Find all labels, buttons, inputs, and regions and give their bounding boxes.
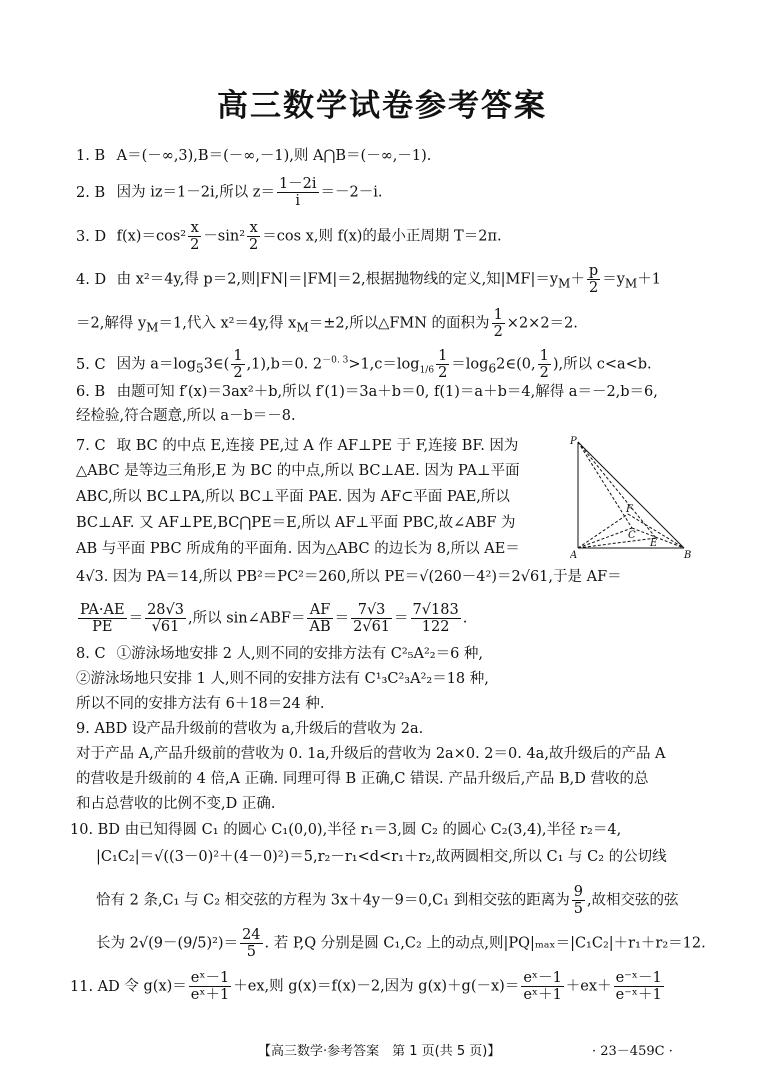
answer-text: 的营收是升级前的 4 倍,A 正确. 同理可得 B 正确,C 错误. 产品升级后,产品 B,D 营收的总 (76, 771, 649, 787)
fraction-num: 1 (233, 348, 243, 364)
fraction-num: AF (307, 602, 332, 619)
answer-text: 恰有 2 条,C₁ 与 C₂ 相交弦的方程为 3x＋4y－9＝0,C₁ 到相交弦的距离为 (96, 892, 570, 909)
answer-text: f(x)＝cos² (116, 228, 187, 245)
answer-text: A＝(－∞,3),B＝(－∞,－1),则 A⋂B＝(－∞,－1). (116, 148, 432, 164)
answer-2 (76, 176, 383, 209)
answer-label: 5. C (76, 356, 106, 373)
answer-text: ②游泳场地只安排 1 人,则不同的安排方法有 C¹₃C²₃A²₂＝18 种, (76, 671, 489, 687)
fraction-den: 5 (573, 901, 583, 917)
fraction-num: PA·AE (80, 602, 125, 618)
fraction (188, 220, 201, 253)
fraction-num: 1 (438, 348, 448, 364)
label-c: C (628, 530, 636, 541)
answer-11 (70, 970, 666, 1003)
fraction-num: e⁻ˣ－1 (615, 970, 662, 986)
answer-text: 3∈( (203, 356, 230, 373)
fraction-num: 7√183 (412, 602, 459, 618)
subscript: 1/6 (419, 365, 435, 376)
answer-10-line-3 (96, 884, 679, 917)
fraction (411, 602, 461, 635)
fraction-den: 2√61 (353, 619, 391, 635)
fraction (538, 348, 551, 381)
superscript: －0. 3 (322, 355, 349, 366)
label-a: A (570, 550, 578, 560)
subscript: M (296, 320, 309, 335)
fraction-den: 2 (438, 365, 448, 381)
answer-label: 7. C (76, 438, 106, 454)
answer-text: |C₁C₂|＝√((3－0)²＋(4－0)²)＝5,r₂－r₁<d<r₁＋r₂,故两圆相交,所以 C₁ 与 C₂ 的公切线 (96, 849, 667, 865)
fraction (231, 348, 244, 381)
answer-8-line-1 (76, 644, 483, 664)
answer-8-line-2 (76, 669, 489, 689)
answer-7-line-7: $\frac{PA\cdot AE}{PE}$ ＝ $\frac{28√3}{√61}$ ,所以 sin∠ABF＝ $\frac{AF}{AB}$ ＝ $\frac{7√3}{2√61}$ ＝ $\frac{7√183}{122}$ . (80, 602, 468, 635)
answer-text: 取 BC 的中点 E,连接 PE,过 A 作 AF⊥PE 于 F,连接 BF. 因为 (116, 438, 519, 454)
answer-text: ＝2,解得 y (76, 315, 147, 332)
answer-4-line-1 (76, 263, 661, 296)
fraction-num: p (588, 263, 599, 279)
answer-5 (76, 348, 652, 381)
fraction-den: 2 (588, 280, 599, 296)
label-f: F (626, 504, 633, 515)
answer-text: ×2×2＝2. (506, 315, 578, 332)
answer-text: 因为 iz＝1－2i,所以 z＝ (116, 184, 275, 201)
answer-text: ＋ (570, 271, 585, 288)
fraction-num: eˣ－1 (190, 970, 230, 986)
answer-text: 经检验,符合题意,所以 a－b＝－8. (76, 408, 296, 424)
fraction-den: PE (92, 619, 113, 635)
fraction-num: x (247, 220, 260, 237)
answer-10-line-2 (96, 847, 667, 867)
fraction (78, 602, 127, 635)
segment-ae (578, 538, 656, 548)
fraction-den: 2 (493, 324, 503, 340)
answer-text: ,故相交弦的弦 (586, 892, 679, 909)
answer-7-line-1 (76, 436, 518, 456)
subscript: M (624, 276, 638, 291)
fraction-num: 7√3 (351, 602, 392, 619)
footer-code: · 23－459C · (592, 1044, 673, 1059)
answer-label: 1. B (76, 148, 106, 164)
fraction (240, 927, 262, 960)
answer-9-line-1 (76, 719, 423, 739)
answer-9-line-4 (76, 794, 275, 814)
answer-text: >1,c＝log (348, 356, 420, 373)
fraction-den: eˣ＋1 (523, 987, 562, 1003)
fraction-num: 28√3 (147, 602, 184, 618)
fraction-den: 122 (421, 619, 450, 635)
fraction-den: e⁻ˣ＋1 (615, 987, 662, 1003)
fraction (572, 884, 585, 917)
fraction (307, 602, 332, 635)
answer-text: 长为 2√(9－(9/5)²)＝ (96, 935, 239, 952)
subscript: 5 (196, 361, 204, 376)
answer-6-line-2 (76, 406, 296, 426)
fraction (189, 970, 231, 1003)
fraction-den: eˣ＋1 (190, 987, 230, 1003)
answer-text: ＋1 (637, 271, 662, 288)
fraction (351, 602, 392, 635)
answer-text: . 若 P,Q 分别是圆 C₁,C₂ 上的动点,则|PQ|ₘₐₓ＝|C₁C₂|＋r₁＋r₂＝12. (264, 935, 706, 952)
fraction-den: 2 (190, 237, 200, 253)
answer-text: ＝1,代入 x²＝4y,得 x (158, 315, 297, 332)
fraction-den: i (295, 193, 301, 209)
answer-9-line-2 (76, 744, 666, 764)
segment-pe (578, 442, 656, 538)
answer-label: 6. B (76, 384, 106, 400)
fraction-num: eˣ－1 (523, 970, 562, 986)
answer-text: △ABC 是等边三角形,E 为 BC 的中点,所以 BC⊥AE. 因为 PA⊥平面 (76, 463, 520, 479)
answer-text: ＋ex＋ (565, 978, 612, 995)
answer-text: 对于产品 A,产品升级前的营收为 0. 1a,升级后的营收为 2a×0. 2＝0. 4a,故升级后的产品 A (76, 746, 666, 762)
answer-text: 4√3. 因为 PA＝14,所以 PB²＝PC²＝260,所以 PE＝√(260－4²)＝2√61,于是 AF＝ (76, 569, 622, 585)
label-e: E (650, 538, 658, 549)
fraction-den: AB (309, 619, 331, 635)
subscript: 6 (488, 361, 497, 376)
answer-text: ),所以 c<a<b. (552, 356, 652, 373)
answer-label: 9. ABD (76, 721, 128, 737)
answer-text: ＝log (451, 356, 489, 373)
answer-text: ABC,所以 BC⊥PA,所以 BC⊥平面 PAE. 因为 AF⊂平面 PAE,所以 (76, 489, 510, 505)
answer-text: 因为 a＝log (116, 356, 197, 373)
fraction (277, 176, 319, 209)
answer-label: 2. B (76, 184, 106, 201)
answer-3 (76, 220, 502, 253)
answer-text: ＝±2,所以△FMN 的面积为 (308, 315, 490, 332)
label-p: P (570, 436, 577, 447)
pyramid-figure (570, 436, 694, 560)
fraction (247, 220, 260, 253)
fraction (492, 307, 505, 340)
answer-label: 4. D (76, 271, 107, 288)
fraction-num: x (188, 220, 201, 237)
answer-text: ＝cos x,则 f(x)的最小正周期 T＝2π. (262, 228, 502, 245)
answer-text: BC⊥AF. 又 AF⊥PE,BC⋂PE＝E,所以 AF⊥平面 PBC,故∠ABF 为 (76, 515, 516, 531)
answer-text: ,1),b＝0. 2 (246, 356, 323, 373)
edge-cb (632, 528, 684, 548)
edge-pc (578, 442, 632, 528)
answer-7-line-5 (76, 539, 520, 559)
fraction-num: 24 (242, 927, 261, 943)
answer-text: ＝y (602, 271, 625, 288)
answer-text: －sin² (203, 228, 246, 245)
fraction (587, 263, 600, 296)
answer-text: 和占总营收的比例不变,D 正确. (76, 796, 276, 812)
answer-text: 设产品升级前的营收为 a,升级后的营收为 2a. (131, 721, 424, 737)
answer-7-line-6 (76, 567, 622, 587)
fraction (145, 602, 186, 635)
answer-text: ＋ex,则 g(x)＝f(x)－2,因为 g(x)＋g(－x)＝ (233, 978, 520, 995)
answer-text: 由题可知 f′(x)＝3ax²＋b,所以 f′(1)＝3a＋b＝0, f(1)＝a＋b＝4,解得 a＝－2,b＝6, (116, 384, 658, 400)
answer-9-line-3 (76, 769, 648, 789)
answer-label: 11. AD (70, 978, 120, 995)
answer-4-line-2 (76, 307, 578, 340)
label-b: B (684, 550, 692, 560)
answer-7-line-3 (76, 487, 510, 507)
answer-text: ①游泳场地安排 2 人,则不同的安排方法有 C²₅A²₂＝6 种, (116, 646, 484, 662)
answer-8-line-3 (76, 694, 324, 714)
fraction (521, 970, 563, 1003)
answer-6-line-1 (76, 382, 658, 402)
answer-label: 3. D (76, 228, 107, 245)
answer-7-line-4 (76, 513, 516, 533)
answer-text: 由已知得圆 C₁ 的圆心 C₁(0,0),半径 r₁＝3,圆 C₂ 的圆心 C₂(3,4),半径 r₂＝4, (124, 822, 622, 838)
fraction-den: √61 (151, 619, 180, 635)
fraction-den: 2 (249, 237, 259, 253)
fraction (614, 970, 664, 1003)
answer-label: 10. BD (70, 822, 120, 838)
answer-label: 8. C (76, 646, 106, 662)
answer-10-line-1 (70, 820, 621, 840)
fraction (436, 348, 449, 381)
answer-1 (76, 146, 431, 166)
subscript: M (146, 320, 159, 335)
answer-7-line-2 (76, 461, 520, 481)
footer-page-info: 【高三数学·参考答案 第 1 页(共 5 页)】 (258, 1044, 501, 1059)
subscript: M (558, 276, 571, 291)
fraction-num: 1 (493, 307, 503, 323)
fraction-den: 2 (233, 365, 243, 381)
answer-text: AB 与平面 PBC 所成角的平面角. 因为△ABC 的边长为 8,所以 AE＝ (76, 541, 520, 557)
answer-text: ,所以 sin∠ABF＝ (187, 610, 306, 627)
answer-text: 由 x²＝4y,得 p＝2,则|FN|＝|FM|＝2,根据抛物线的定义,知|MF|＝y (116, 271, 559, 288)
answer-text: ＝－2－i. (320, 184, 383, 201)
fraction-den: 5 (246, 944, 256, 960)
fraction-den: 2 (539, 365, 549, 381)
fraction-num: 1－2i (278, 176, 317, 192)
answer-text: 2∈(0, (496, 356, 536, 373)
answer-text: 所以不同的安排方法有 6＋18＝24 种. (76, 696, 325, 712)
fraction-num: 1 (539, 348, 549, 364)
answer-text: 令 g(x)＝ (124, 978, 187, 995)
fraction-num: 9 (573, 884, 583, 900)
page-title: 高三数学试卷参考答案 (217, 88, 547, 124)
answer-10-line-4 (96, 927, 706, 960)
